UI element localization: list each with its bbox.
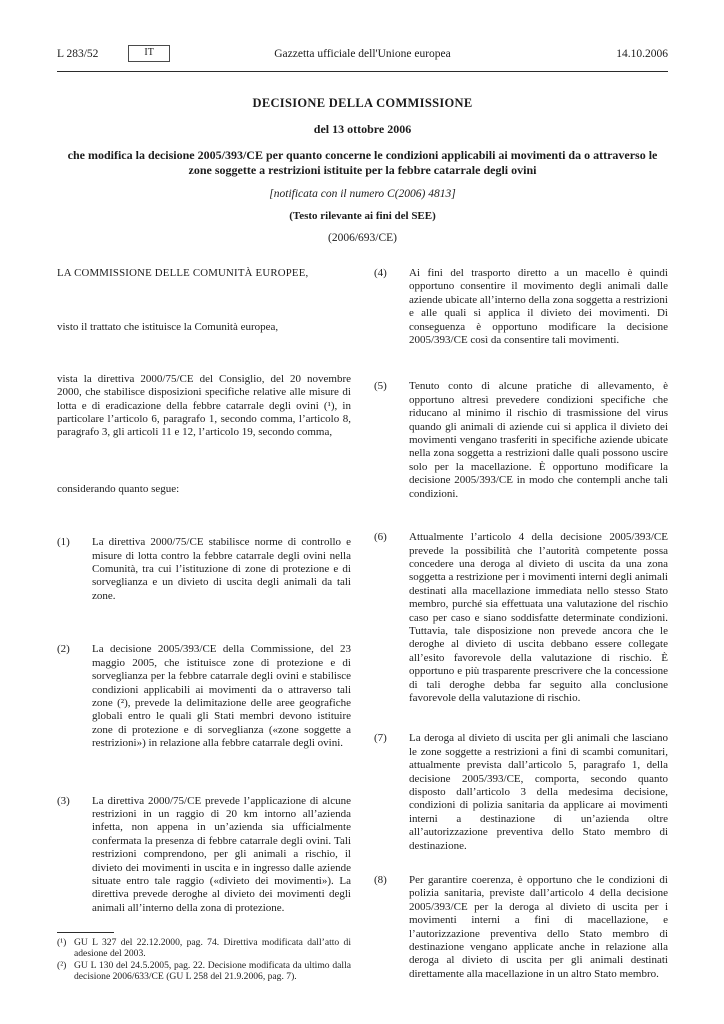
eea-relevance: (Testo rilevante ai fini del SEE) bbox=[289, 210, 436, 222]
recital-number: (8) bbox=[374, 874, 387, 887]
footnote-text: GU L 130 del 24.5.2005, pag. 22. Decisione modificata da ultimo dalla decisione 2006/633/CE (GU L 258 del 21.9.2006, pag. 7). bbox=[74, 959, 351, 983]
footnote-rule bbox=[57, 932, 114, 933]
recital-6 bbox=[374, 531, 668, 705]
two-column-body bbox=[57, 267, 668, 997]
recital-text: La direttiva 2000/75/CE prevede l’applicazione di alcune restrizioni in un raggio di 20 km intorno all’azienda infetta, non appena in un’azienda sia ufficialmente confermata la presenza di febbre catarrale degli ovini. Tali restrizioni comprendono, per gli animali a rischio, il divieto dei movimenti in uscita e in ingresso dalle aziende situate entro tale raggio («divieto dei movimenti»). La direttiva prevede deroghe al divieto dei movimenti degli animali all’interno della zona di protezione. bbox=[92, 794, 351, 914]
footnote-text: GU L 327 del 22.12.2000, pag. 74. Direttiva modificata dall’atto di adesione del 2003. bbox=[74, 936, 351, 960]
title-block bbox=[57, 96, 668, 244]
right-column bbox=[374, 267, 668, 997]
header-date: 14.10.2006 bbox=[616, 47, 668, 60]
recital-number: (5) bbox=[374, 380, 387, 393]
decision-date: del 13 ottobre 2006 bbox=[313, 122, 412, 136]
left-column bbox=[57, 267, 351, 997]
recital-2 bbox=[57, 643, 351, 750]
recital-3 bbox=[57, 795, 351, 916]
header-rule bbox=[57, 71, 668, 72]
recital-number: (1) bbox=[57, 536, 70, 549]
recital-text: La decisione 2005/393/CE della Commissione, del 23 maggio 2005, che istituisce zone di protezione e di sorveglianza per la febbre catarrale degli ovini e stabilisce condizioni applicabili ai movimenti da o attraverso tali zone (²), prevede la delimitazione delle aree geografiche globali entro le quali gli Stati membri devono istituire zone di protezione e di sorveglianza («zone soggette a restrizioni») in relazione alla febbre catarrale degli ovini. bbox=[92, 643, 351, 750]
language-code-box: IT bbox=[128, 45, 169, 62]
recital-5 bbox=[374, 380, 668, 501]
recital-number: (2) bbox=[57, 643, 70, 656]
recital-text: Tenuto conto di alcune pratiche di allevamento, è opportuno altresì prevedere condizioni specifiche che riducano al minimo il rischio di trasmissione del virus quando gli animali di aziende cui si applica il divieto dei movimenti vengano trasferiti in specifiche aziende ubicate nella zona soggetta a restrizioni dalle quali possono uscire solo per la macellazione. È opportuno modificare la decisione 2005/393/CE in modo che contempli anche tali condizioni. bbox=[409, 380, 668, 500]
footnote-1 bbox=[57, 937, 351, 960]
recital-number: (3) bbox=[57, 794, 70, 807]
preamble-directive: vista la direttiva 2000/75/CE del Consiglio, del 20 novembre 2000, che stabilisce disposizioni specifiche relative alle misure di lotta e di eradicazione della febbre catarrale degli ovini (¹), in particolare l’articolo 6, paragrafo 1, secondo comma, l’articolo 8, paragrafo 3, gli articoli 11 e 12, l’articolo 19, secondo comma, bbox=[57, 372, 351, 439]
decision-subject: che modifica la decisione 2005/393/CE per quanto concerne le condizioni applicabili ai movimenti da o attraverso le zone soggette a restrizioni istituite per la febbre catarrale degli ovini bbox=[67, 148, 658, 177]
recital-8 bbox=[374, 874, 668, 981]
recital-1 bbox=[57, 536, 351, 603]
recital-text: La deroga al divieto di uscita per gli animali che lasciano le zone soggette a restrizioni a fini di scambi comunitari, attualmente prevista dall’articolo 5, paragrafo 1, della decisione 2005/393/CE, comporta, secondo quanto disposto dall’articolo 3 della medesima decisione, condizioni di polizia sanitaria da applicare ai movimenti interni a destinazione di un’azienda oltre all’autorizzazione preventiva dello Stato membro di destinazione. bbox=[409, 732, 668, 852]
recital-text: Per garantire coerenza, è opportuno che le condizioni di polizia sanitaria, previste dall’articolo 4 della decisione 2005/393/CE per la deroga al divieto di uscita per i movimenti interni a fini di macellazione, e l’autorizzazione preventiva dello Stato membro di destinazione vengano applicate anche in relazione alla deroga al divieto di uscita per gli animali destinati direttamente alla macellazione in un altro Stato membro. bbox=[409, 874, 668, 980]
preamble-considering: considerando quanto segue: bbox=[57, 482, 180, 495]
recital-text: La direttiva 2000/75/CE stabilisce norme di controllo e misure di lotta contro la febbre catarrale degli ovini nella Comunità, tra cui l’istituzione di zone di protezione e di sorveglianza e un divieto di uscita degli animali da tali zone. bbox=[92, 536, 351, 602]
footnote-2 bbox=[57, 960, 351, 983]
recital-number: (6) bbox=[374, 531, 387, 544]
preamble-commission: LA COMMISSIONE DELLE COMUNITÀ EUROPEE, bbox=[57, 267, 309, 279]
header-left bbox=[57, 45, 259, 62]
decision-title: DECISIONE DELLA COMMISSIONE bbox=[252, 96, 473, 110]
recital-number: (7) bbox=[374, 732, 387, 745]
footnote-marker: (¹) bbox=[57, 936, 67, 948]
page-header bbox=[57, 45, 668, 62]
recital-7 bbox=[374, 732, 668, 853]
page-reference: L 283/52 bbox=[57, 47, 99, 60]
footnotes-block bbox=[57, 932, 351, 997]
decision-number: (2006/693/CE) bbox=[328, 232, 397, 244]
recital-text: Ai fini del trasporto diretto a un macello è quindi opportuno consentire il movimento degli animali dalle aziende ubicate all’interno della zona soggetta a restrizioni e alle quali si applica il divieto dei movimenti. Di conseguenza è opportuno modificare la decisione 2005/393/CE così da consentire tali movimenti. bbox=[409, 267, 668, 347]
notification-number: [notificata con il numero C(2006) 4813] bbox=[269, 188, 456, 200]
preamble-treaty: visto il trattato che istituisce la Comunità europea, bbox=[57, 321, 279, 334]
journal-title: Gazzetta ufficiale dell'Unione europea bbox=[274, 47, 451, 60]
footnote-marker: (²) bbox=[57, 959, 67, 971]
recital-4 bbox=[374, 267, 668, 347]
recital-text: Attualmente l’articolo 4 della decisione 2005/393/CE prevede la possibilità che l’autorità competente possa concedere una deroga al divieto di uscita da una zona soggetta a restrizione per i movimenti interni degli animali destinati alla macellazione immediata nello stesso Stato membro, purché sia effettuata una valutazione del rischio caso per caso e siano soddisfatte determinate condizioni. Tuttavia, tale disposizione non prevede ancora che le deroghe al divieto di uscita debbano essere collegate all’esito favorevole della valutazione di rischio. È opportuno e più trasparente prescrivere che la concessione di tali deroghe debba far seguito alla conclusione favorevole della valutazione di rischio. bbox=[409, 531, 668, 704]
recital-number: (4) bbox=[374, 267, 387, 279]
